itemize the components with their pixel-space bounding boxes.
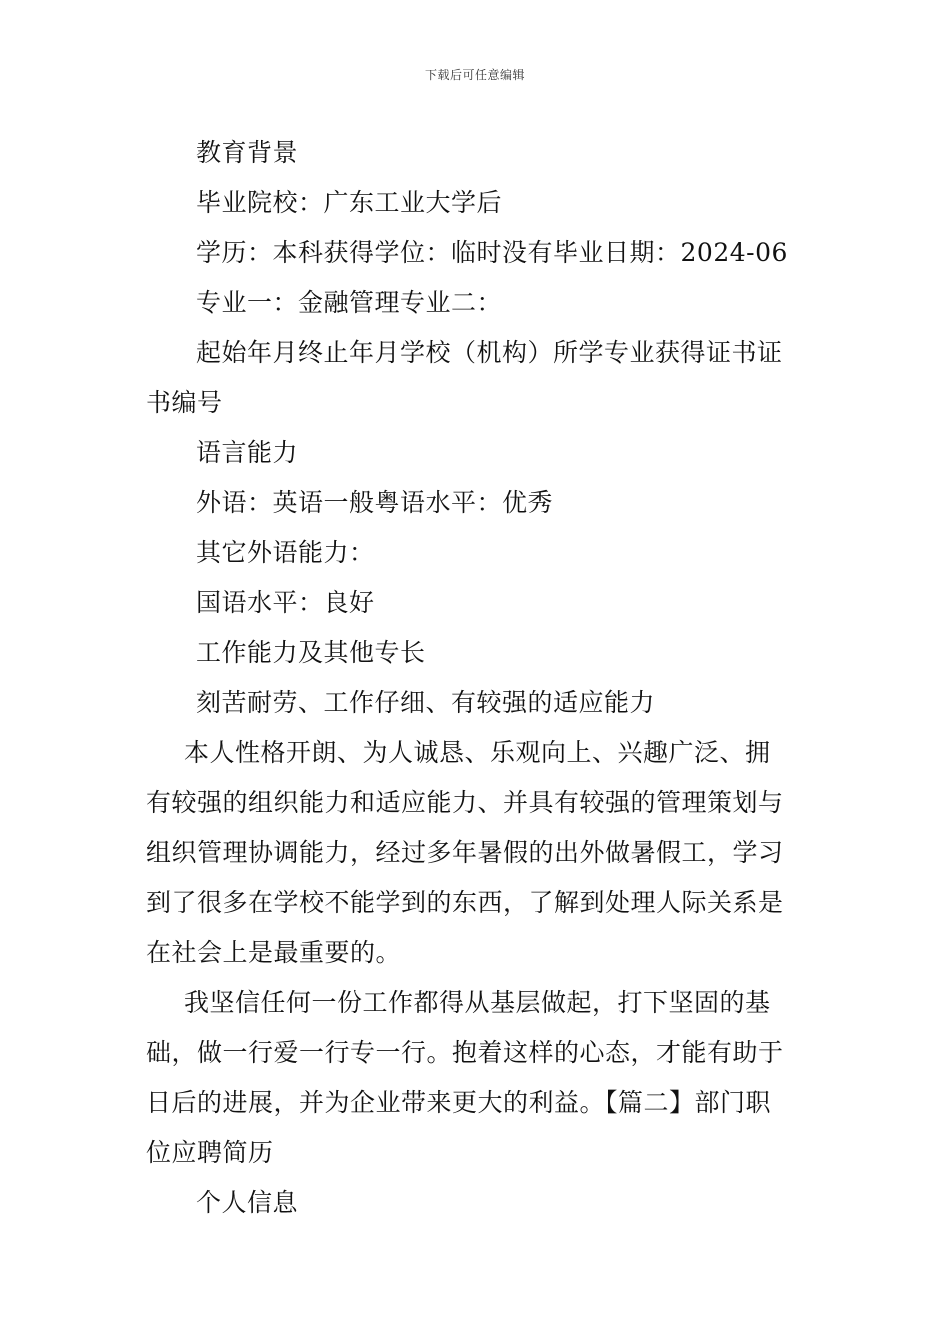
career-statement-line: 我坚信任何一份工作都得从基层做起，打下坚固的基 [184, 988, 771, 1017]
education-table-header: 起始年月终止年月学校（机构）所学专业获得证书证 [196, 338, 783, 367]
self-evaluation-line: 组织管理协调能力，经过多年暑假的出外做暑假工，学习 [146, 838, 784, 867]
document-body [146, 128, 806, 1228]
education-table-header-cont: 书编号 [146, 388, 223, 417]
career-statement-line: 日后的进展，并为企业带来更大的利益。【篇二】部门职 [146, 1088, 772, 1117]
section-heading-language: 语言能力 [196, 438, 299, 467]
skills-summary: 刻苦耐劳、工作仔细、有较强的适应能力 [196, 688, 656, 717]
self-evaluation-line: 有较强的组织能力和适应能力、并具有较强的管理策划与 [146, 788, 784, 817]
self-evaluation-line: 本人性格开朗、为人诚恳、乐观向上、兴趣广泛、拥 [184, 738, 771, 767]
graduation-school: 毕业院校：广东工业大学后 [196, 188, 503, 217]
career-statement-line: 础，做一行爱一行专一行。抱着这样的心态，才能有助于 [146, 1038, 784, 1067]
section-heading-skills: 工作能力及其他专长 [196, 638, 426, 667]
section-heading-personal-info: 个人信息 [196, 1188, 299, 1217]
major-info: 专业一：金融管理专业二： [196, 288, 503, 317]
other-languages: 其它外语能力： [196, 538, 375, 567]
page-header-note: 下载后可任意编辑 [424, 68, 525, 82]
self-evaluation-line: 到了很多在学校不能学到的东西，了解到处理人际关系是 [146, 888, 784, 917]
mandarin-level: 国语水平：良好 [196, 588, 375, 617]
section-heading-education: 教育背景 [196, 138, 299, 167]
foreign-language: 外语：英语一般粤语水平：优秀 [196, 488, 554, 517]
degree-info: 学历：本科获得学位：临时没有毕业日期：2024-06 [196, 238, 788, 267]
self-evaluation-line: 在社会上是最重要的。 [146, 938, 402, 967]
career-statement-line: 位应聘简历 [146, 1138, 274, 1167]
